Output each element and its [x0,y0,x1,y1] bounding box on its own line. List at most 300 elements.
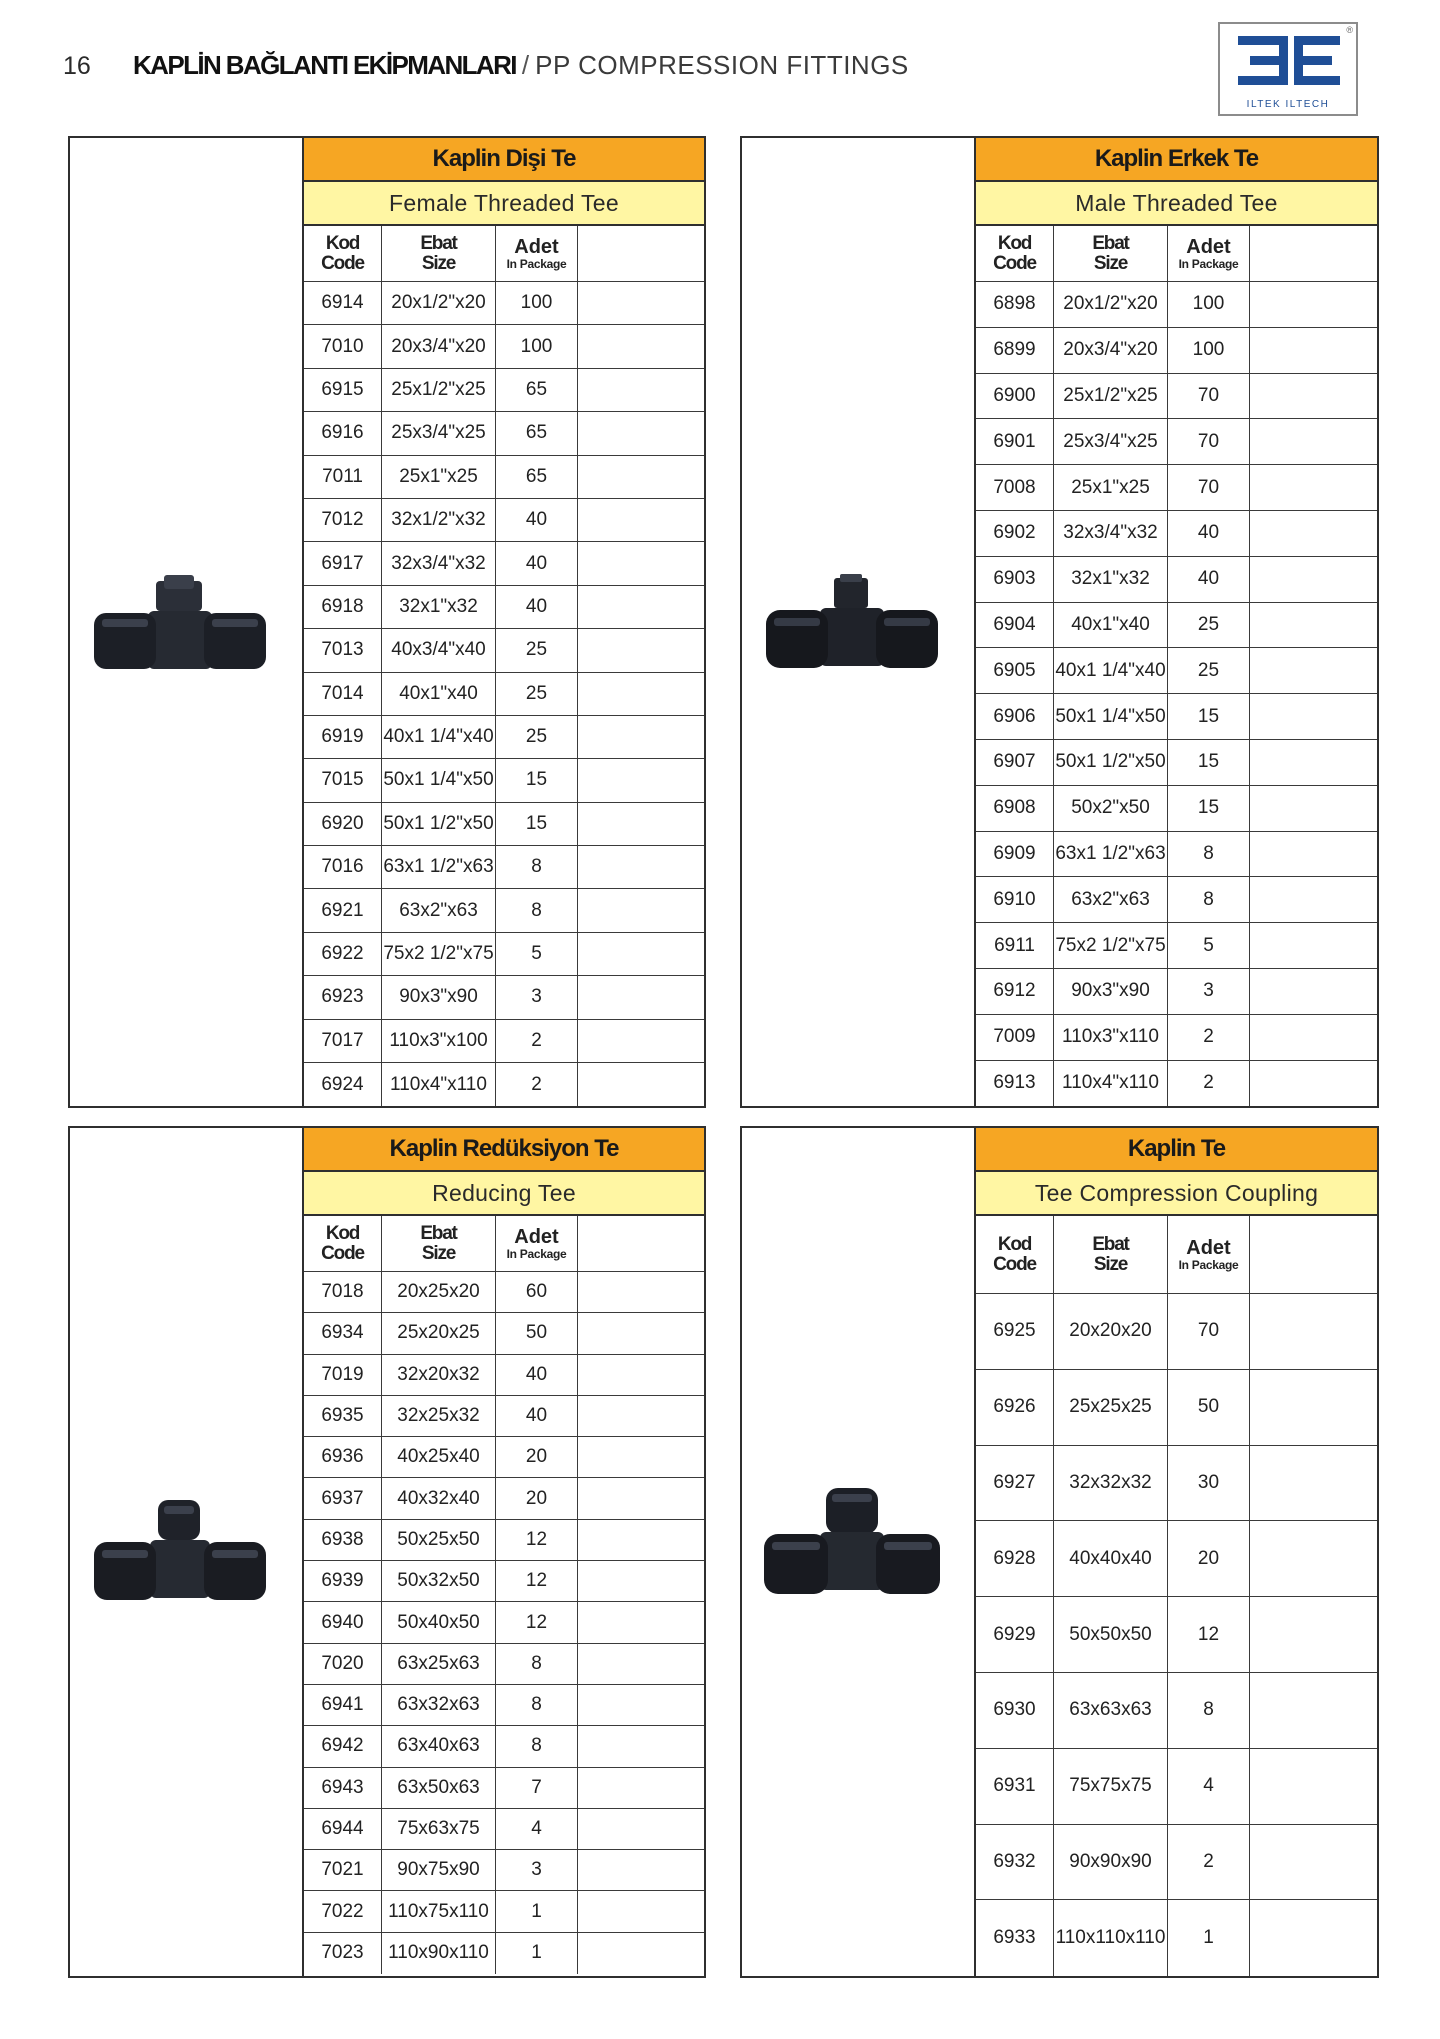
cell-blank [578,1355,704,1395]
cell-size: 40x1 1/4"x40 [1054,648,1168,693]
cell-size: 50x25x50 [382,1520,496,1560]
cell-size: 50x1 1/4"x50 [382,759,496,801]
cell-qty: 3 [1168,969,1250,1014]
cell-qty: 15 [1168,740,1250,785]
cell-qty: 3 [496,1850,578,1890]
cell-size: 110x4"x110 [1054,1061,1168,1107]
cell-qty: 15 [496,759,578,801]
cell-code: 6921 [304,889,382,931]
female-threaded-tee-icon [88,571,288,691]
logo-text: ILTEK ILTECH [1246,99,1330,110]
cell-qty: 20 [496,1437,578,1477]
cell-size: 63x2"x63 [1054,877,1168,922]
table-row [976,374,1377,420]
cell-size: 40x1"x40 [1054,603,1168,648]
cell-code: 7021 [304,1850,382,1890]
table-row [304,1685,704,1726]
cell-size: 25x20x25 [382,1313,496,1353]
cell-code: 6912 [976,969,1054,1014]
cell-qty: 8 [1168,1673,1250,1748]
col-header-code-tr: Kod [997,232,1032,254]
product-photo-tee-coupling [742,1128,976,1976]
section-title-en: Male Threaded Tee [976,182,1377,226]
cell-size: 32x1"x32 [1054,557,1168,602]
table-row [976,969,1377,1015]
title-separator: / [521,50,530,80]
registered-mark: ® [1346,25,1353,35]
cell-blank [1250,603,1377,648]
col-header-code-tr: Kod [997,1233,1032,1255]
cell-qty: 20 [496,1478,578,1518]
section-title-en: Tee Compression Coupling [976,1172,1377,1216]
cell-blank [578,1602,704,1642]
cell-code: 7008 [976,465,1054,510]
table-row [976,1673,1377,1749]
cell-code: 7016 [304,846,382,888]
cell-size: 110x75x110 [382,1891,496,1931]
cell-qty: 12 [496,1520,578,1560]
col-header-code-en: Code [321,252,364,274]
col-header-qty-en: In Package [1178,256,1239,271]
cell-qty: 25 [496,716,578,758]
cell-code: 6913 [976,1061,1054,1107]
table-row [304,1891,704,1932]
cell-code: 6925 [976,1294,1054,1369]
panel-male-threaded-tee [740,136,1379,1108]
col-header-qty-tr: Adet [1186,1236,1231,1259]
cell-code: 6907 [976,740,1054,785]
reducing-tee-icon [88,1494,288,1624]
cell-blank [1250,1900,1377,1976]
cell-blank [578,1272,704,1312]
cell-blank [1250,969,1377,1014]
cell-qty: 5 [1168,923,1250,968]
table-row [976,877,1377,923]
table-row [976,465,1377,511]
cell-size: 63x32x63 [382,1685,496,1725]
cell-size: 63x40x63 [382,1726,496,1766]
cell-size: 40x3/4"x40 [382,629,496,671]
table-tee-compression-coupling [976,1128,1377,1976]
table-row [976,419,1377,465]
table-row [304,1272,704,1313]
table-row [304,1644,704,1685]
cell-code: 6944 [304,1809,382,1849]
table-row [976,511,1377,557]
cell-qty: 8 [1168,832,1250,877]
table-row [976,1294,1377,1370]
cell-size: 32x1/2"x32 [382,499,496,541]
cell-blank [578,976,704,1018]
cell-blank [578,369,704,411]
section-title-en: Female Threaded Tee [304,182,704,226]
cell-blank [1250,740,1377,785]
cell-blank [1250,374,1377,419]
cell-code: 6922 [304,933,382,975]
product-photo-reducing-tee [70,1128,304,1976]
cell-size: 25x1"x25 [1054,465,1168,510]
cell-size: 20x25x20 [382,1272,496,1312]
cell-size: 40x25x40 [382,1437,496,1477]
cell-code: 6901 [976,419,1054,464]
cell-blank [578,1313,704,1353]
cell-blank [1250,648,1377,693]
cell-code: 6936 [304,1437,382,1477]
male-threaded-tee-icon [760,570,960,690]
cell-blank [578,412,704,454]
table-row [976,1900,1377,1976]
panel-female-threaded-tee [68,136,706,1108]
cell-code: 6931 [976,1749,1054,1824]
cell-blank [578,1520,704,1560]
product-grid [976,1216,1377,1976]
col-header-code-en: Code [321,1242,364,1264]
cell-blank [578,1644,704,1684]
table-reducing-tee [304,1128,704,1976]
cell-size: 25x1"x25 [382,456,496,498]
table-row [304,1809,704,1850]
cell-blank [1250,1521,1377,1596]
table-row [976,1370,1377,1446]
table-row [304,1768,704,1809]
col-header-size [1054,226,1168,281]
table-row [304,1602,704,1643]
cell-qty: 1 [1168,1900,1250,1976]
cell-size: 63x2"x63 [382,889,496,931]
cell-code: 7018 [304,1272,382,1312]
cell-blank [1250,557,1377,602]
cell-qty: 2 [496,1063,578,1106]
cell-size: 75x63x75 [382,1809,496,1849]
panel-tee-compression-coupling [740,1126,1379,1978]
col-header-size-tr: Ebat [1092,1233,1129,1255]
table-row [304,1850,704,1891]
cell-code: 6939 [304,1561,382,1601]
cell-code: 6916 [304,412,382,454]
col-header-size-en: Size [421,1242,456,1264]
cell-blank [578,1685,704,1725]
col-header-qty-en: In Package [506,256,567,271]
cell-qty: 12 [496,1561,578,1601]
cell-size: 40x1"x40 [382,673,496,715]
cell-qty: 50 [496,1313,578,1353]
cell-qty: 100 [1168,282,1250,327]
product-photo-male-tee [742,138,976,1106]
cell-code: 6926 [976,1370,1054,1445]
cell-blank [1250,786,1377,831]
cell-qty: 65 [496,456,578,498]
table-row [304,846,704,889]
cell-blank [1250,923,1377,968]
section-title-tr: Kaplin Erkek Te [976,138,1377,182]
cell-size: 90x75x90 [382,1850,496,1890]
cell-qty: 25 [1168,648,1250,693]
cell-blank [1250,1825,1377,1900]
cell-code: 6932 [976,1825,1054,1900]
cell-code: 6903 [976,557,1054,602]
cell-qty: 4 [1168,1749,1250,1824]
cell-qty: 40 [496,1396,578,1436]
cell-blank [1250,419,1377,464]
cell-blank [1250,511,1377,556]
table-row [976,557,1377,603]
cell-code: 6933 [976,1900,1054,1976]
cell-code: 6930 [976,1673,1054,1748]
section-title-en: Reducing Tee [304,1172,704,1216]
cell-code: 6941 [304,1685,382,1725]
cell-qty: 8 [496,889,578,931]
cell-code: 6942 [304,1726,382,1766]
product-grid [304,1216,704,1974]
cell-size: 50x40x50 [382,1602,496,1642]
cell-size: 75x75x75 [1054,1749,1168,1824]
cell-blank [578,933,704,975]
cell-size: 75x2 1/2"x75 [382,933,496,975]
cell-code: 6927 [976,1446,1054,1521]
cell-size: 25x1/2"x25 [382,369,496,411]
table-row [976,1015,1377,1061]
cell-blank [578,586,704,628]
cell-code: 7015 [304,759,382,801]
table-row [976,1749,1377,1825]
table-row [304,759,704,802]
cell-code: 7023 [304,1933,382,1974]
col-header-blank [1250,226,1377,281]
col-header-code-tr: Kod [325,232,360,254]
table-header-row [976,226,1377,282]
table-row [304,889,704,932]
cell-qty: 25 [496,673,578,715]
cell-size: 75x2 1/2"x75 [1054,923,1168,968]
cell-qty: 100 [496,325,578,367]
cell-qty: 50 [1168,1370,1250,1445]
col-header-blank [1250,1216,1377,1293]
cell-qty: 60 [496,1272,578,1312]
table-row [976,648,1377,694]
cell-size: 32x25x32 [382,1396,496,1436]
table-row [976,603,1377,649]
table-row [304,1561,704,1602]
cell-size: 25x1/2"x25 [1054,374,1168,419]
col-header-blank [578,1216,704,1271]
cell-qty: 100 [496,282,578,324]
cell-blank [578,1850,704,1890]
cell-code: 6899 [976,328,1054,373]
col-header-size-en: Size [1093,252,1128,274]
cell-code: 6914 [304,282,382,324]
table-row [304,629,704,672]
cell-size: 50x1 1/4"x50 [1054,694,1168,739]
cell-size: 20x20x20 [1054,1294,1168,1369]
col-header-qty [1168,226,1250,281]
cell-qty: 3 [496,976,578,1018]
cell-qty: 4 [496,1809,578,1849]
table-header-row [304,1216,704,1272]
col-header-size [1054,1216,1168,1293]
cell-qty: 8 [496,846,578,888]
cell-code: 6915 [304,369,382,411]
cell-code: 7012 [304,499,382,541]
cell-code: 6940 [304,1602,382,1642]
cell-qty: 65 [496,412,578,454]
cell-qty: 12 [496,1602,578,1642]
cell-blank [578,803,704,845]
table-row [304,369,704,412]
cell-qty: 40 [496,542,578,584]
cell-qty: 8 [1168,877,1250,922]
col-header-size-tr: Ebat [420,1222,457,1244]
cell-blank [578,673,704,715]
cell-size: 25x3/4"x25 [382,412,496,454]
cell-code: 7009 [976,1015,1054,1060]
cell-blank [578,282,704,324]
col-header-size-en: Size [1093,1253,1128,1275]
col-header-qty [496,226,578,281]
table-row [976,786,1377,832]
cell-qty: 7 [496,1768,578,1808]
table-row [304,1437,704,1478]
table-row [304,933,704,976]
cell-code: 6935 [304,1396,382,1436]
cell-blank [1250,328,1377,373]
table-row [304,1313,704,1354]
cell-size: 50x32x50 [382,1561,496,1601]
cell-size: 110x110x110 [1054,1900,1168,1976]
cell-blank [578,1396,704,1436]
cell-code: 7022 [304,1891,382,1931]
table-row [304,803,704,846]
section-title-tr: Kaplin Te [976,1128,1377,1172]
cell-size: 25x3/4"x25 [1054,419,1168,464]
product-grid [976,226,1377,1106]
cell-code: 6920 [304,803,382,845]
cell-code: 7013 [304,629,382,671]
cell-blank [1250,1673,1377,1748]
cell-size: 63x1 1/2"x63 [382,846,496,888]
cell-code: 7010 [304,325,382,367]
cell-qty: 1 [496,1891,578,1931]
cell-size: 20x1/2"x20 [1054,282,1168,327]
cell-code: 6923 [304,976,382,1018]
cell-code: 6906 [976,694,1054,739]
cell-qty: 40 [496,586,578,628]
cell-size: 32x32x32 [1054,1446,1168,1521]
cell-code: 7014 [304,673,382,715]
col-header-size [382,1216,496,1271]
cell-qty: 1 [496,1933,578,1974]
col-header-code-en: Code [993,252,1036,274]
cell-blank [1250,1294,1377,1369]
table-row [976,282,1377,328]
page-header [0,0,1440,140]
page-title-en: PP COMPRESSION FITTINGS [535,50,909,80]
table-row [976,694,1377,740]
cell-blank [578,456,704,498]
col-header-size-tr: Ebat [1092,232,1129,254]
table-row [304,1355,704,1396]
tee-compression-coupling-icon [760,1484,960,1614]
cell-size: 90x3"x90 [1054,969,1168,1014]
col-header-qty-en: In Package [506,1246,567,1261]
cell-code: 6929 [976,1597,1054,1672]
col-header-qty-tr: Adet [514,235,559,258]
col-header-qty-en: In Package [1178,1257,1239,1272]
cell-code: 6937 [304,1478,382,1518]
col-header-code-en: Code [993,1253,1036,1275]
table-row [304,1478,704,1519]
page-title-tr: KAPLİN BAĞLANTI EKİPMANLARI [133,50,516,80]
col-header-code [304,226,382,281]
cell-qty: 12 [1168,1597,1250,1672]
cell-code: 6934 [304,1313,382,1353]
cell-code: 6919 [304,716,382,758]
cell-qty: 2 [496,1020,578,1062]
cell-size: 32x3/4"x32 [1054,511,1168,556]
cell-qty: 30 [1168,1446,1250,1521]
cell-blank [578,1768,704,1808]
cell-blank [1250,1061,1377,1107]
cell-qty: 40 [1168,557,1250,602]
table-row [304,542,704,585]
cell-blank [1250,465,1377,510]
cell-code: 7017 [304,1020,382,1062]
cell-code: 7019 [304,1355,382,1395]
cell-code: 6898 [976,282,1054,327]
cell-blank [578,1478,704,1518]
cell-qty: 65 [496,369,578,411]
table-row [976,1446,1377,1522]
cell-code: 6910 [976,877,1054,922]
cell-blank [1250,832,1377,877]
cell-size: 25x25x25 [1054,1370,1168,1445]
cell-code: 6938 [304,1520,382,1560]
cell-qty: 25 [1168,603,1250,648]
cell-size: 110x4"x110 [382,1063,496,1106]
cell-size: 50x2"x50 [1054,786,1168,831]
cell-code: 6900 [976,374,1054,419]
cell-code: 7011 [304,456,382,498]
cell-blank [1250,1015,1377,1060]
table-row [304,1020,704,1063]
cell-qty: 15 [1168,786,1250,831]
page-title [133,50,909,81]
table-row [304,456,704,499]
cell-size: 110x3"x100 [382,1020,496,1062]
cell-blank [1250,1370,1377,1445]
cell-blank [578,1726,704,1766]
cell-code: 6904 [976,603,1054,648]
table-row [304,976,704,1019]
cell-qty: 2 [1168,1061,1250,1107]
cell-blank [578,716,704,758]
cell-qty: 40 [496,1355,578,1395]
page-number: 16 [63,52,91,80]
cell-size: 40x1 1/4"x40 [382,716,496,758]
cell-code: 6928 [976,1521,1054,1596]
cell-qty: 2 [1168,1015,1250,1060]
cell-qty: 40 [496,499,578,541]
cell-qty: 2 [1168,1825,1250,1900]
table-row [304,412,704,455]
cell-size: 32x3/4"x32 [382,542,496,584]
table-row [976,1521,1377,1597]
cell-qty: 8 [496,1685,578,1725]
cell-qty: 8 [496,1726,578,1766]
cell-size: 63x63x63 [1054,1673,1168,1748]
table-row [976,740,1377,786]
cell-code: 6902 [976,511,1054,556]
cell-size: 63x25x63 [382,1644,496,1684]
